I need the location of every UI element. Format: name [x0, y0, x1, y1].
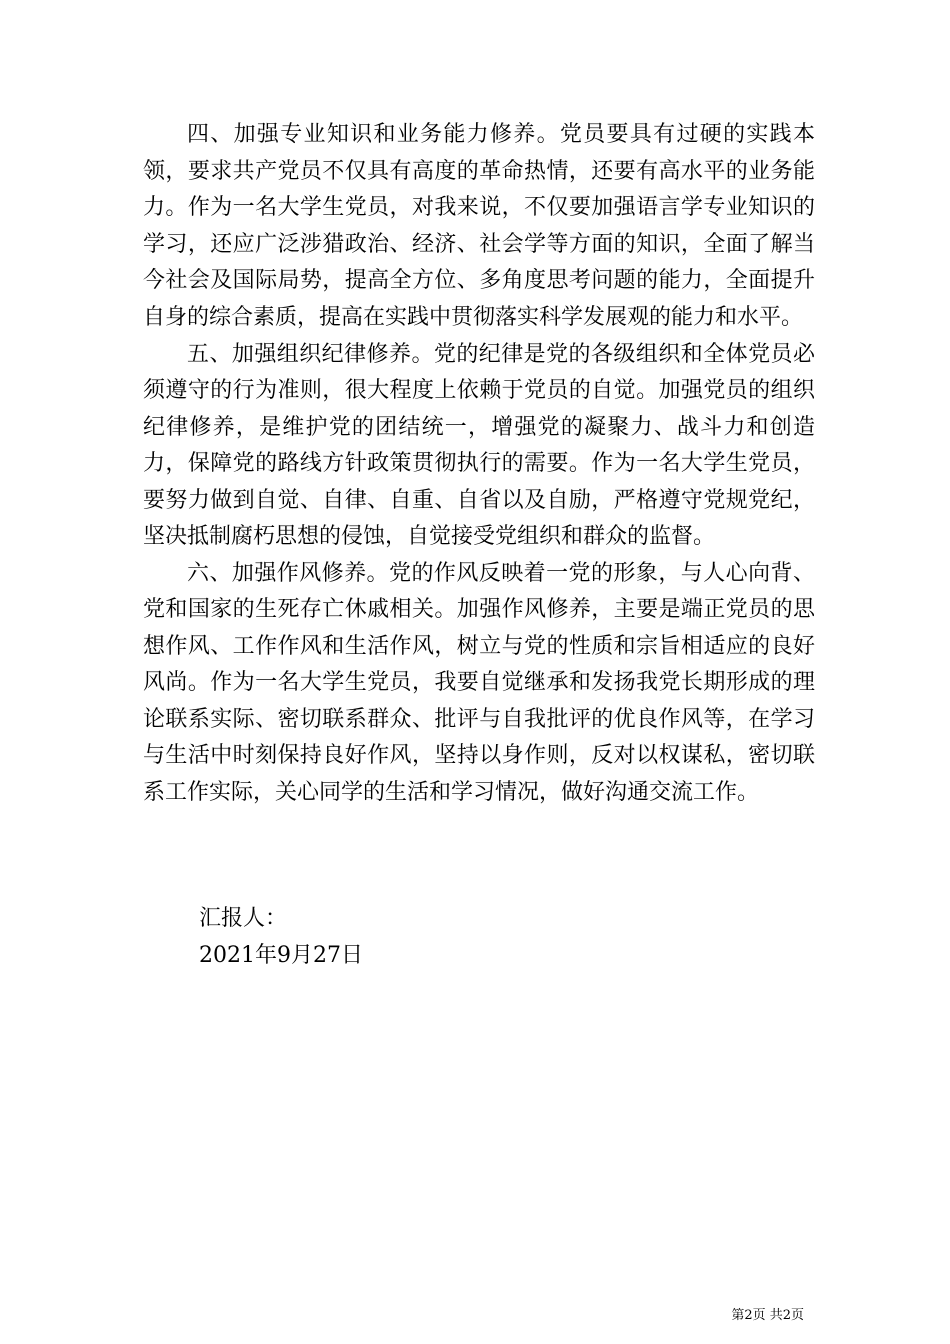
paragraph-work-style: 六、加强作风修养。党的作风反映着一党的形象，与人心向背、党和国家的生死存亡休戚相关。加强作风修养，主要是端正党员的思想作风、工作作风和生活作风，树立与党的性质和宗旨相适应的良好风尚。作为一名大学生党员，我要自觉继承和发扬我党长期形成的理论联系实际、密切联系群众、批评与自我批评的优良作风等，在学习与生活中时刻保持良好作风，坚持以身作则，反对以权谋私，密切联系工作实际，关心同学的生活和学习情况，做好沟通交流工作。 [143, 560, 815, 805]
document-body [143, 117, 815, 811]
paragraph-professional-knowledge: 四、加强专业知识和业务能力修养。党员要具有过硬的实践本领，要求共产党员不仅具有高度的革命热情，还要有高水平的业务能力。作为一名大学生党员，对我来说，不仅要加强语言学专业知识的学习，还应广泛涉猎政治、经济、社会学等方面的知识，全面了解当今社会及国际局势，提高全方位、多角度思考问题的能力，全面提升自身的综合素质，提高在实践中贯彻落实科学发展观的能力和水平。 [143, 122, 815, 330]
paragraph-organizational-discipline: 五、加强组织纪律修养。党的纪律是党的各级组织和全体党员必须遵守的行为准则，很大程度上依赖于党员的自觉。加强党员的组织纪律修养，是维护党的团结统一，增强党的凝聚力、战斗力和创造力，保障党的路线方针政策贯彻执行的需要。作为一名大学生党员，要努力做到自觉、自律、自重、自省以及自励，严格遵守党规党纪，坚决抵制腐朽思想的侵蚀，自觉接受党组织和群众的监督。 [143, 341, 815, 549]
page-number-footer: 第2页 共2页 [731, 1308, 804, 1323]
reporter-label: 汇报人： [199, 906, 288, 931]
report-date: 2021年9月27日 [199, 942, 363, 968]
signature-block [199, 901, 363, 974]
